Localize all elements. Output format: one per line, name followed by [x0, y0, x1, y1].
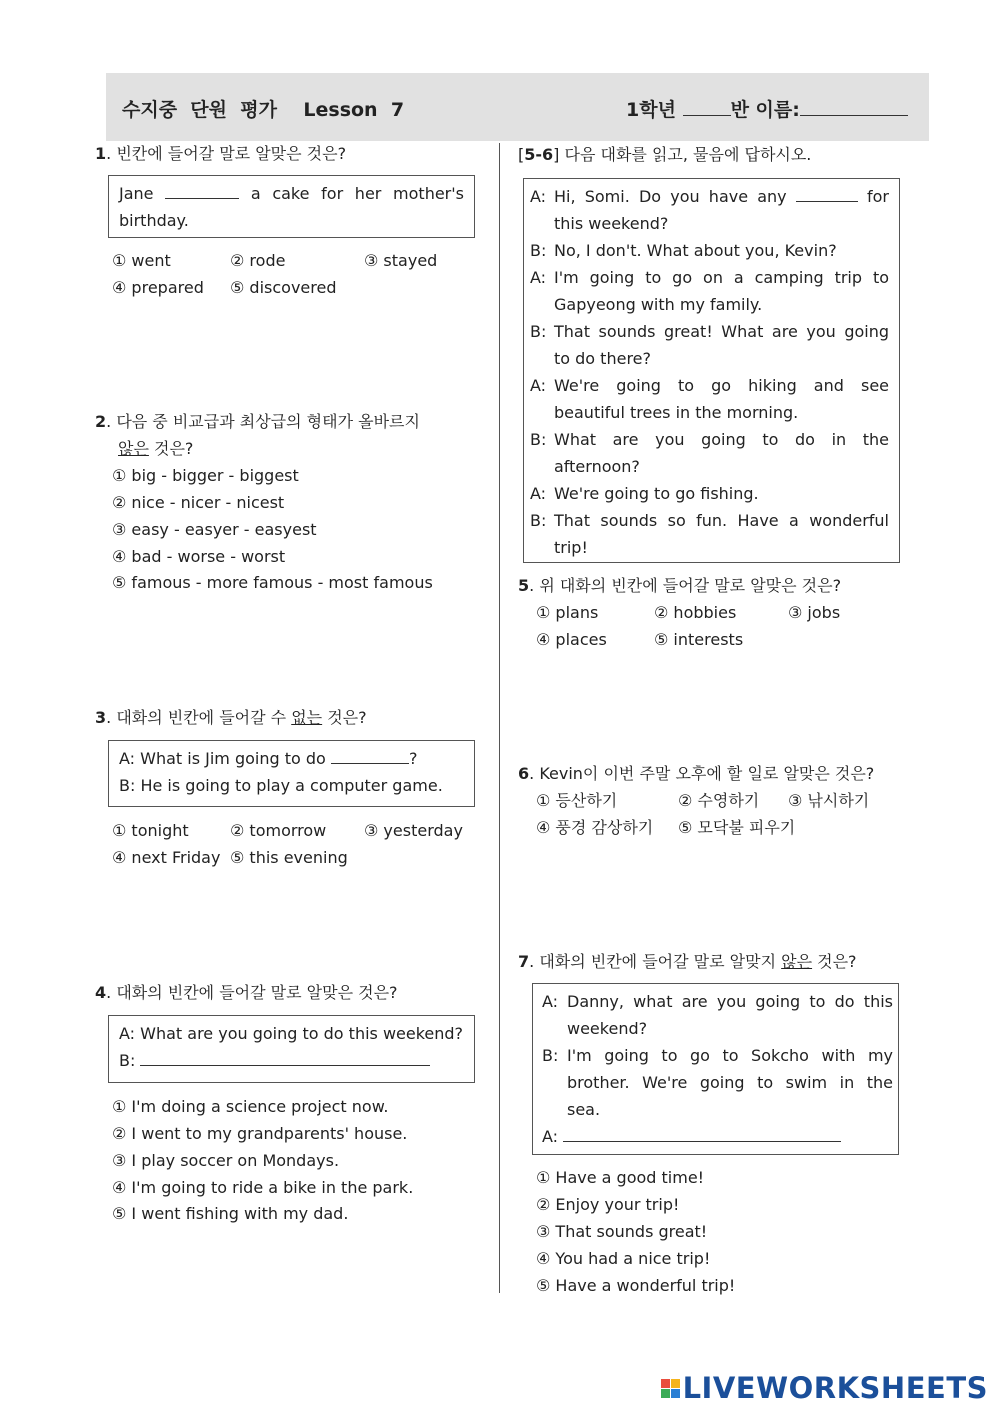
q6-option-3[interactable]: ③ 낚시하기: [788, 791, 870, 810]
q2-option-5[interactable]: ⑤ famous - more famous - most famous: [112, 573, 433, 592]
q3-blank[interactable]: [331, 750, 409, 764]
liveworksheets-logo: [661, 1371, 988, 1405]
q4-option-2[interactable]: ② I went to my grandparents' house.: [112, 1124, 408, 1143]
question-1: 1. 빈칸에 들어갈 말로 알맞은 것은?: [95, 144, 347, 163]
dialogue-line: B: That sounds so fun. Have a wonderful: [530, 511, 889, 530]
question-2: 2. 다음 중 비교급과 최상급의 형태가 올바르지: [95, 412, 420, 431]
question-2-cont: 않은 것은?: [118, 439, 194, 458]
q1-blank[interactable]: [165, 185, 239, 199]
dialogue-line: A:: [542, 1123, 893, 1150]
q5-option-2[interactable]: ② hobbies: [654, 603, 737, 622]
page-title: 수지중 단원 평가 Lesson 7: [122, 99, 405, 121]
q2-option-2[interactable]: ② nice - nicer - nicest: [112, 493, 285, 512]
q3-option-4[interactable]: ④ next Friday: [112, 848, 221, 867]
q7-answer-blank[interactable]: [563, 1128, 841, 1142]
q3-option-2[interactable]: ② tomorrow: [230, 821, 327, 840]
question-5-6-intro: [5-6] 다음 대화를 읽고, 물음에 답하시오.: [518, 145, 812, 164]
q6-option-2[interactable]: ② 수영하기: [678, 791, 760, 810]
q4-answer-blank[interactable]: [140, 1052, 430, 1066]
column-divider: [499, 143, 500, 1293]
student-info: [626, 95, 908, 122]
q3-option-3[interactable]: ③ yesterday: [364, 821, 463, 840]
dialogue-line: A: Danny, what are you going to do this: [542, 992, 893, 1011]
dialogue-line: A: We're going to go fishing.: [530, 484, 759, 503]
header-bar: [106, 73, 929, 141]
q6-option-1[interactable]: ① 등산하기: [536, 791, 618, 810]
q2-option-1[interactable]: ① big - bigger - biggest: [112, 466, 299, 485]
q1-option-4[interactable]: ④ prepared: [112, 278, 204, 297]
q7-option-5[interactable]: ⑤ Have a wonderful trip!: [536, 1276, 736, 1295]
q5-option-4[interactable]: ④ places: [536, 630, 607, 649]
logo-mark-icon: [661, 1379, 680, 1398]
q3-box: A: What is Jim going to do ? B: He is going to play a computer game.: [108, 740, 475, 807]
q3-option-1[interactable]: ① tonight: [112, 821, 189, 840]
q4-option-4[interactable]: ④ I'm going to ride a bike in the park.: [112, 1178, 414, 1197]
question-3: 3. 대화의 빈칸에 들어갈 수 없는 것은?: [95, 708, 367, 727]
q4-option-1[interactable]: ① I'm doing a science project now.: [112, 1097, 389, 1116]
q4-option-3[interactable]: ③ I play soccer on Mondays.: [112, 1151, 340, 1170]
q1-option-5[interactable]: ⑤ discovered: [230, 278, 337, 297]
dialogue-line: B: That sounds great! What are you going: [530, 322, 889, 341]
q1-box: Jane a cake for her mother's birthday.: [108, 175, 475, 238]
q5-option-3[interactable]: ③ jobs: [788, 603, 841, 622]
name-blank[interactable]: [800, 98, 908, 116]
q5-option-1[interactable]: ① plans: [536, 603, 599, 622]
question-5: 5. 위 대화의 빈칸에 들어갈 말로 알맞은 것은?: [518, 576, 842, 595]
q7-option-1[interactable]: ① Have a good time!: [536, 1168, 705, 1187]
q5-option-5[interactable]: ⑤ interests: [654, 630, 744, 649]
q6-option-4[interactable]: ④ 풍경 감상하기: [536, 818, 654, 837]
q56-dialogue-box: A: Hi, Somi. Do you have any for this weekend? B: No, I don't. What about you, Kevin? A: I'm going to go on a camping trip to Gapyeong with my family. B: That sounds great! What are you going to do there? A: We're going to go hiking and see beautiful trees in the morning. B: What are you going to do in the afternoon? A: We're going to go fishing. B: That sounds so fun. Have a wonderful trip!: [523, 178, 900, 563]
q2-option-3[interactable]: ③ easy - easyer - easyest: [112, 520, 317, 539]
logo-text: LIVEWORKSHEETS: [682, 1371, 988, 1405]
q4-option-5[interactable]: ⑤ I went fishing with my dad.: [112, 1204, 349, 1223]
dialogue-line: B: What are you going to do in the: [530, 430, 889, 449]
q7-option-4[interactable]: ④ You had a nice trip!: [536, 1249, 711, 1268]
q7-option-2[interactable]: ② Enjoy your trip!: [536, 1195, 680, 1214]
q2-option-4[interactable]: ④ bad - worse - worst: [112, 547, 286, 566]
dialogue-line: A: Hi, Somi. Do you have any for: [530, 187, 889, 206]
question-7: 7. 대화의 빈칸에 들어갈 말로 알맞지 않은 것은?: [518, 952, 857, 971]
dialogue-line: A: We're going to go hiking and see: [530, 376, 889, 395]
dialogue-line: B: No, I don't. What about you, Kevin?: [530, 241, 837, 260]
q3-option-5[interactable]: ⑤ this evening: [230, 848, 348, 867]
class-blank[interactable]: [683, 98, 731, 116]
q7-option-3[interactable]: ③ That sounds great!: [536, 1222, 708, 1241]
grade-label: 1학년: [626, 99, 676, 121]
dialogue-line: B: I'm going to go to Sokcho with my: [542, 1046, 893, 1065]
question-6: 6. Kevin이 이번 주말 오후에 할 일로 알맞은 것은?: [518, 764, 875, 783]
q1-option-2[interactable]: ② rode: [230, 251, 286, 270]
q6-option-5[interactable]: ⑤ 모닥불 피우기: [678, 818, 796, 837]
q4-box: A: What are you going to do this weekend? B:: [108, 1015, 475, 1083]
dialogue-line: A: I'm going to go on a camping trip to: [530, 268, 889, 287]
q1-option-3[interactable]: ③ stayed: [364, 251, 438, 270]
class-name-label: 반 이름:: [730, 99, 800, 121]
question-4: 4. 대화의 빈칸에 들어갈 말로 알맞은 것은?: [95, 983, 398, 1002]
q1-option-1[interactable]: ① went: [112, 251, 171, 270]
q5-blank[interactable]: [796, 188, 858, 202]
q7-dialogue-box: A: Danny, what are you going to do this weekend? B: I'm going to go to Sokcho with my brother. We're going to swim in the sea. A:: [532, 983, 899, 1155]
